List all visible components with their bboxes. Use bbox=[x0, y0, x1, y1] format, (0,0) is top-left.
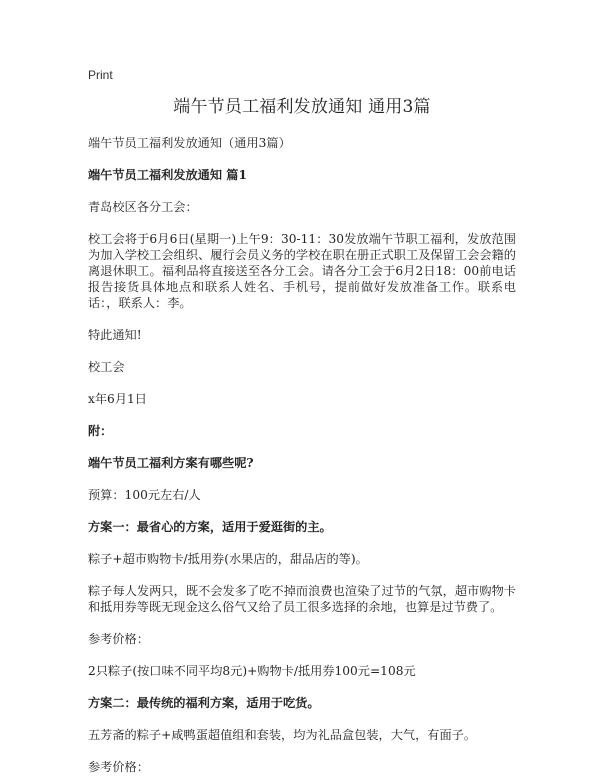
plan2-heading: 方案二：最传统的福利方案，适用于吃货。 bbox=[88, 696, 320, 710]
print-label: Print bbox=[88, 68, 113, 82]
document-title: 端午节员工福利发放通知 通用3篇 bbox=[173, 97, 431, 117]
plan1-price: 2只粽子(按口味不同平均8元)+购物卡/抵用券100元=108元 bbox=[88, 664, 416, 678]
plan2-description: 五芳斋的粽子+咸鸭蛋超值组和套装，均为礼品盒包装，大气，有面子。 bbox=[88, 728, 477, 742]
plan1-price-label: 参考价格： bbox=[88, 632, 149, 646]
section-heading: 端午节员工福利发放通知 篇1 bbox=[88, 168, 247, 182]
notice-paragraph: 校工会将于6月6日(星期一)上午9：30-11：30发放端午节职工福利，发放范围为加入学校工会组织、履行会员义务的学校在职在册正式职工及保留工会会籍的离退休职工。福利品将直接送至各分工会。请各分工会于6月2日18：00前电话报告接货具体地点和联系人姓名、手机号，提前做好发放准备工作。联系电话：，联系人：李。 bbox=[88, 232, 516, 310]
notice-closing: 特此通知! bbox=[88, 328, 142, 342]
signature: 校工会 bbox=[88, 360, 125, 374]
plan1-heading: 方案一：最省心的方案，适用于爱逛街的主。 bbox=[88, 520, 332, 534]
notice-date: x年6月1日 bbox=[88, 392, 147, 406]
plan1-items: 粽子+超市购物卡/抵用券(水果店的，甜品店的等)。 bbox=[88, 552, 368, 566]
budget-line: 预算：100元左右/人 bbox=[88, 488, 201, 502]
appendix-label: 附： bbox=[88, 424, 113, 438]
salutation: 青岛校区各分工会： bbox=[88, 200, 198, 214]
plan2-price-label: 参考价格： bbox=[88, 760, 149, 774]
document-subtitle: 端午节员工福利发放通知（通用3篇） bbox=[88, 136, 291, 150]
plan1-description: 粽子每人发两只，既不会发多了吃不掉而浪费也渲染了过节的气氛，超市购物卡和抵用券等既无现金这么俗气又给了员工很多选择的余地，也算是过节费了。 bbox=[88, 584, 516, 614]
plan-question: 端午节员工福利方案有哪些呢? bbox=[88, 456, 254, 470]
